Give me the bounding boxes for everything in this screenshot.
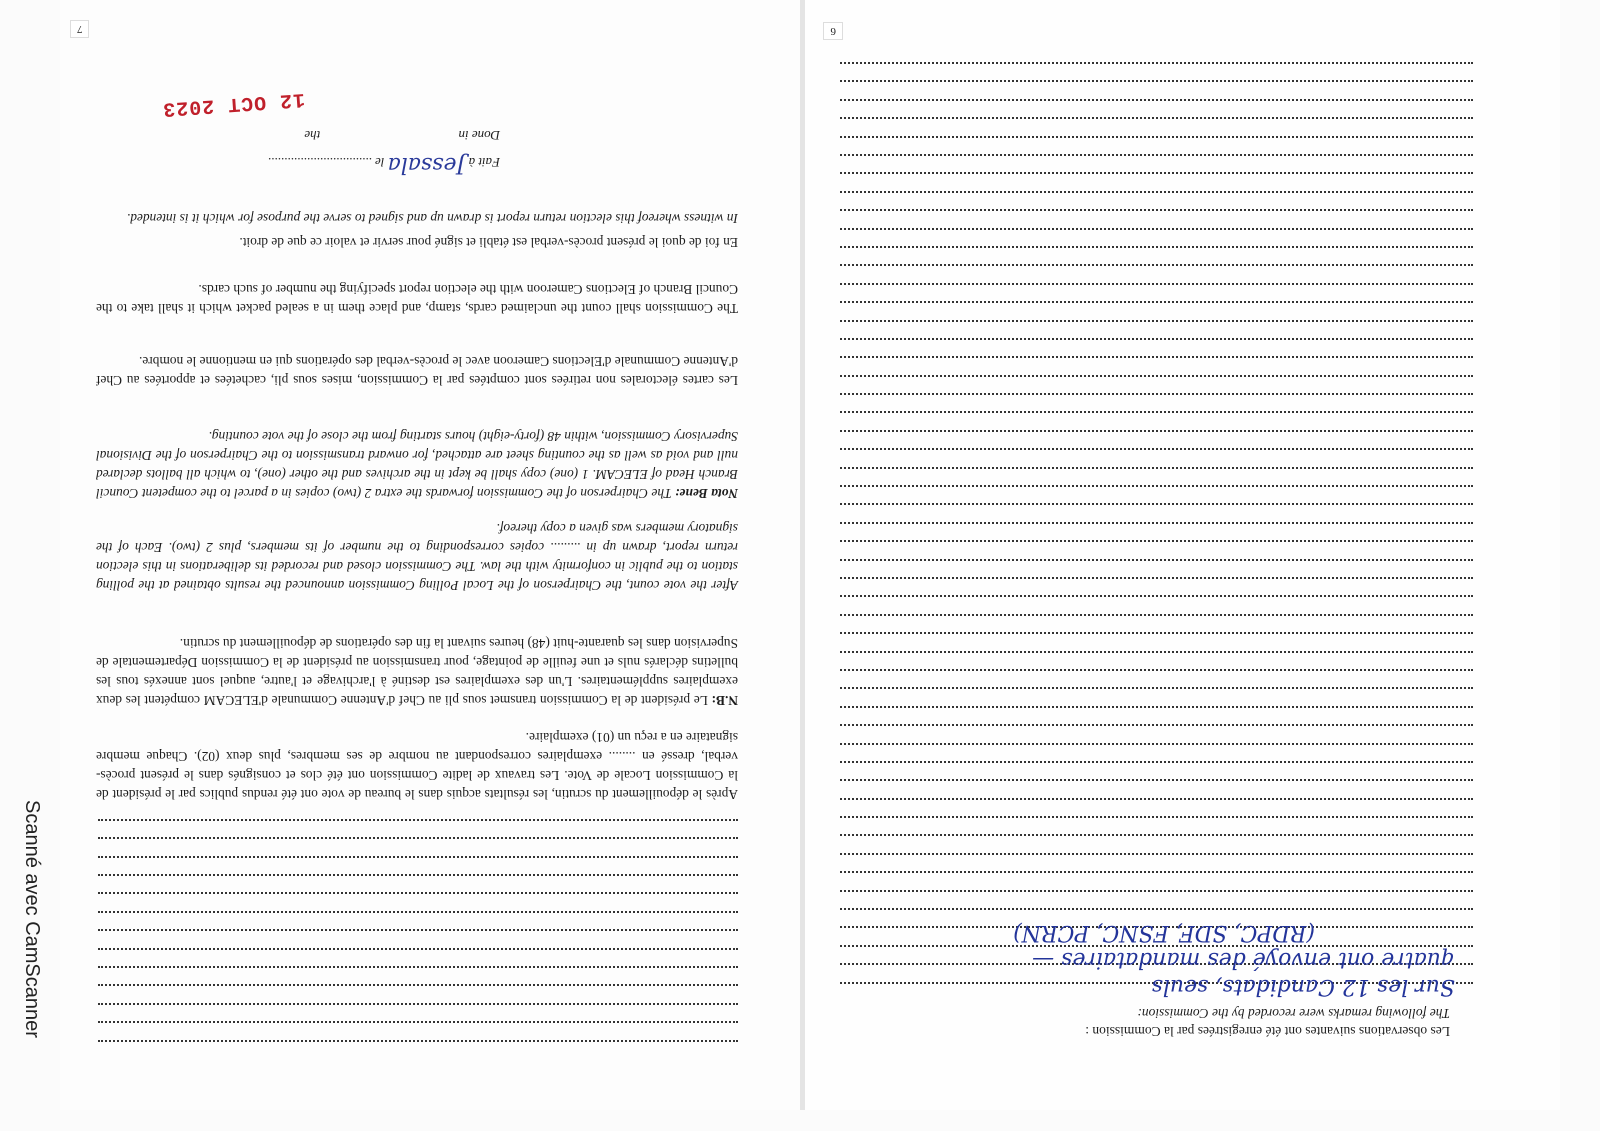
right-page: [805, 0, 1560, 1110]
date-stamp: 12 OCT 2023: [161, 87, 306, 120]
dotted-line: [840, 246, 1473, 264]
dotted-line: [840, 743, 1473, 761]
dotted-line: [840, 448, 1473, 466]
dotted-line: [840, 798, 1473, 816]
dotted-line: [840, 890, 1473, 908]
dotted-line: [98, 819, 738, 837]
dotted-line: [98, 1021, 738, 1039]
dotted-line: [840, 632, 1473, 650]
dotted-line: [840, 467, 1473, 485]
dotted-line: [98, 874, 738, 892]
dotted-line: [840, 356, 1473, 374]
dotted-line: [840, 779, 1473, 797]
dotted-line: [840, 117, 1473, 135]
dotted-line: [840, 338, 1473, 356]
dotted-line: [98, 892, 738, 910]
camscanner-watermark: Scanné avec CamScanner: [21, 800, 43, 1038]
dotted-line: [840, 503, 1473, 521]
dotted-line: [98, 948, 738, 966]
done-in-label: Done in: [458, 128, 500, 143]
dotted-line: [840, 651, 1473, 669]
dotted-line: [840, 595, 1473, 613]
nota-text: The Chairperson of the Commission forwards the extra 2 (two) copies in a parcel to the competent Council Branch Head of ELECAM. 1 (one) copy shall be kept in the archives and the other (one), to which all ballots declared null and void as well as the counting sheet are attached, for onward transmission to the Chairperson of the Divisional Supervisory Commission, within 48 (forty-eight) hours starting from the close of the vote counting.: [96, 429, 738, 501]
dotted-line: [840, 191, 1473, 209]
dotted-line: [840, 154, 1473, 172]
dotted-line: [840, 687, 1473, 705]
remark-line: (RDPC, SDF, FSNC, PCRN): [1013, 920, 1315, 945]
dotted-line: [840, 816, 1473, 834]
dotted-line: [840, 62, 1473, 80]
header-en: The following remarks were recorded by the Commission:: [1137, 1006, 1450, 1021]
paragraph-en-cards: The Commission shall count the unclaimed cards, stamp, and place them in a sealed packet which it shall take to the Council Branch of Elections Cameroon with the election report specifying the number of such cards.: [96, 282, 738, 316]
dotted-line: [840, 99, 1473, 117]
paragraph-en-nota: [96, 427, 738, 503]
paragraph-fr-results: Après le dépouillement du scrutin, les résultats acquis dans le bureau de vote ont été rendus publics par le président de la Commission Locale de Vote. Les travaux de ladite Commission ont été clos et consignés dans le présent procès-verbal, dressé en ........ exemplaires correspondant au nombre de ses membres, plus deux (02). Chaque membre signataire en a reçu un (01) exemplaire.: [96, 730, 738, 802]
dotted-line: [840, 853, 1473, 871]
dotted-line: [840, 614, 1473, 632]
dotted-line: [840, 522, 1473, 540]
paragraph-fr-cards: Les cartes électorales non retirées sont comptées par la Commission, mises sous pli, cachetées et apportées au Chef d'Antenne Communale d'Elections Cameroon avec le procès-verbal des opérations qui en mentionne le nombre.: [96, 354, 738, 388]
handwritten-remarks: [815, 919, 1455, 1000]
remark-line: Sur les 12 Candidats, seuls: [1151, 974, 1455, 999]
dotted-line: [840, 706, 1473, 724]
page-number: 7: [70, 20, 90, 38]
dotted-line: [840, 540, 1473, 558]
dotted-line: [98, 966, 738, 984]
paragraph-fr-foi: En foi de quoi le présent procès-verbal est établi et signé pour servir et valoir ce que de droit.: [239, 235, 738, 250]
dotted-line: [840, 375, 1473, 393]
dotted-line: [840, 393, 1473, 411]
place-handwritten: Jessala: [387, 152, 466, 177]
dotted-line: [840, 485, 1473, 503]
dotted-line: [840, 430, 1473, 448]
dotted-line: [840, 172, 1473, 190]
dotted-line: [98, 1040, 738, 1058]
done-in-line: [304, 126, 500, 144]
paragraph-en-witness: In witness whereof this election return report is drawn up and signed to serve the purpose for which it is intended.: [126, 211, 738, 226]
dotted-line: [840, 301, 1473, 319]
dotted-line: [840, 283, 1473, 301]
header-fr: Les observations suivantes ont été enregistrées par la Commission :: [1085, 1024, 1450, 1039]
dotted-line: [840, 80, 1473, 98]
dotted-line: [98, 929, 738, 947]
dotted-line: [840, 209, 1473, 227]
paragraph-fr-nb: [96, 634, 738, 710]
dotted-line: [840, 834, 1473, 852]
dotted-line: [840, 228, 1473, 246]
dotted-line: [98, 1003, 738, 1021]
le-label: le ................................: [267, 155, 385, 170]
nota-label: Nota Bene:: [675, 486, 738, 501]
page-number: 6: [824, 22, 844, 40]
nb-text: Le président de la Commission transmet sous pli au Chef d'Antenne Communale d'ELECAM compétent les deux exemplaires supplémentaires. L'un des exemplaires est destiné à l'archivage et l'autre, auquel sont annexés tous les bulletins déclarés nuls et une feuille de pointage, pour transmission au président de la Commission Départementale de Supervision dans les quarante-huit (48) heures suivant la fin des opérations de dépouillement du scrutin.: [96, 636, 738, 708]
remark-line: quatre ont envoyé des mandataires —: [1032, 947, 1455, 972]
dotted-line: [98, 911, 738, 929]
dotted-line: [98, 856, 738, 874]
dotted-line: [840, 669, 1473, 687]
signature-place-line: [268, 150, 500, 178]
dotted-line: [840, 559, 1473, 577]
fait-a-label: Fait à: [468, 155, 500, 170]
dotted-line: [98, 984, 738, 1002]
dotted-line: [840, 412, 1473, 430]
dotted-line: [98, 837, 738, 855]
remarks-header: [1085, 1004, 1450, 1040]
left-page: [60, 0, 800, 1110]
dotted-line: [840, 136, 1473, 154]
dotted-line: [840, 724, 1473, 742]
the-label: the: [304, 128, 321, 143]
dotted-lines: [98, 819, 738, 1058]
dotted-line: [840, 761, 1473, 779]
dotted-line: [840, 577, 1473, 595]
dotted-line: [840, 320, 1473, 338]
dotted-lines: [840, 62, 1473, 1000]
paragraph-en-results: After the vote count, the Chairperson of the Local Polling Commission announced the results obtained at the polling station to the public in conformity with the law. The Commission closed and recorded its deliberations in this election return report, drawn up in ......... copies corresponding to the number of its members, plus 2 (two). Each of the signatory members was given a copy thereof.: [96, 521, 738, 593]
dotted-line: [840, 871, 1473, 889]
dotted-line: [840, 264, 1473, 282]
nb-label: N.B:: [711, 693, 738, 708]
